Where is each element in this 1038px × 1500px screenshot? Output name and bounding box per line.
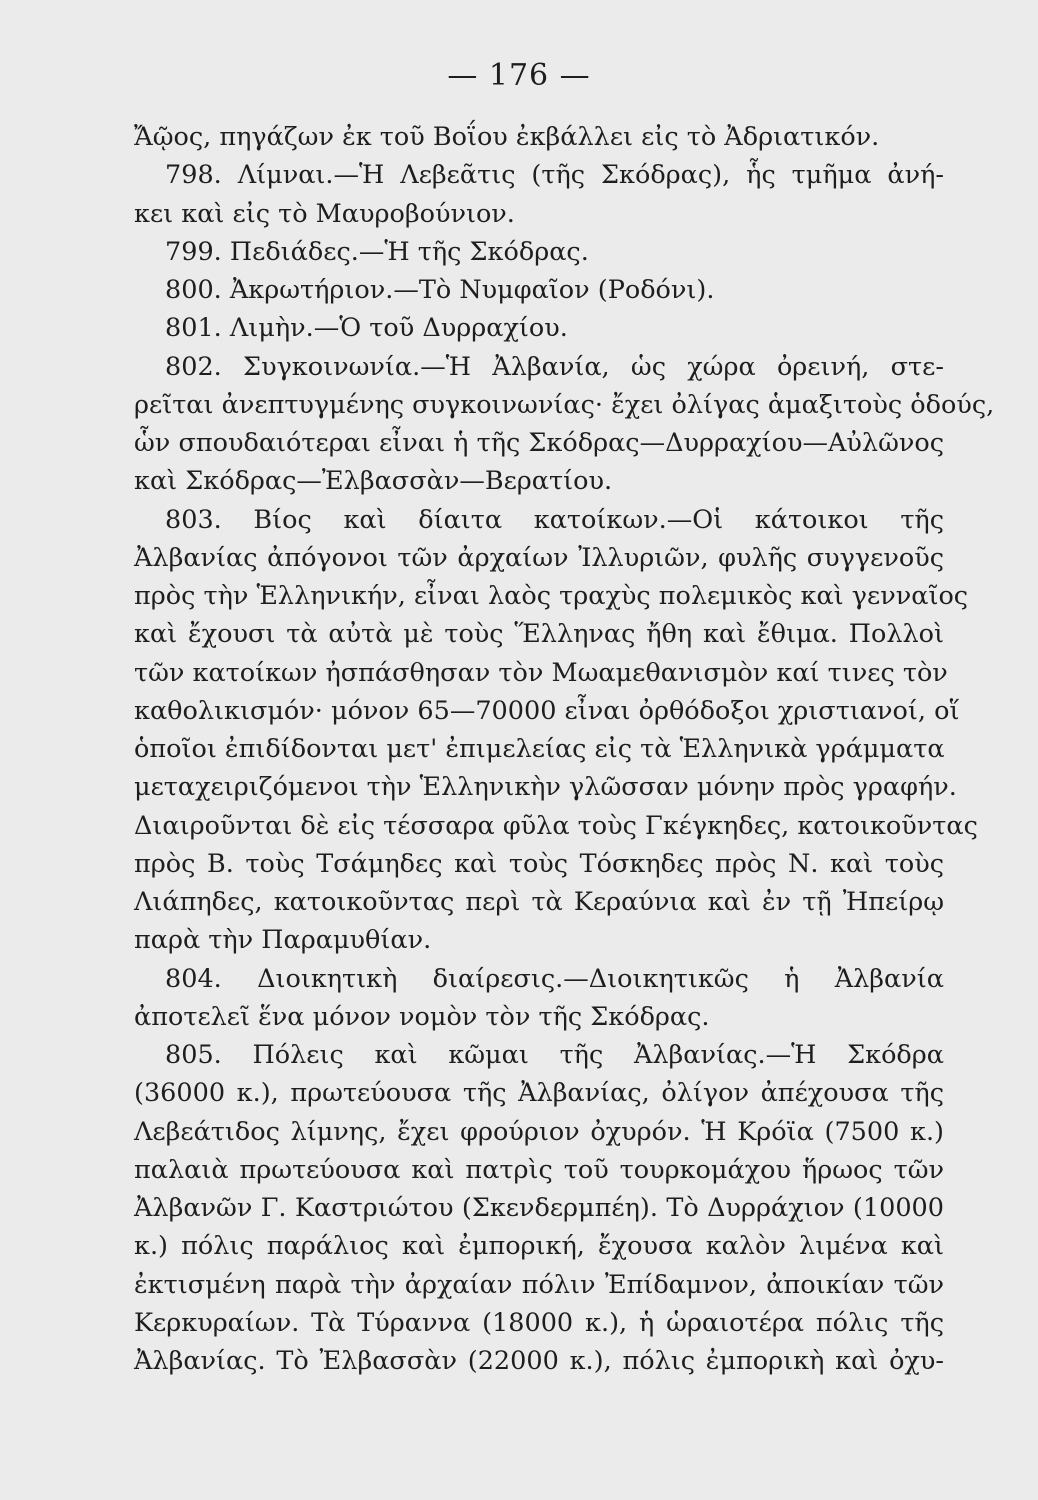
text-line: παλαιὰ πρωτεύουσα καὶ πατρὶς τοῦ τουρκομάχου ἥρωος τῶν [134,1154,944,1185]
text-line: Κερκυραίων. Τὰ Τύραννα (18000 κ.), ἡ ὡραιοτέρα πόλις τῆς [134,1307,944,1338]
text-line: ἐκτισμένη παρὰ τὴν ἀρχαίαν πόλιν Ἐπίδαμνον, ἀποικίαν τῶν [134,1269,944,1300]
text-line: πρὸς Β. τοὺς Τσάμηδες καὶ τοὺς Τόσκηδες πρὸς Ν. καὶ τοὺς [134,848,944,879]
text-line: πρὸς τὴν Ἑλληνικήν, εἶναι λαὸς τραχὺς πολεμικὸς καὶ γενναῖος [134,581,969,611]
text-line: 801. Λιμὴν.—Ὁ τοῦ Δυρραχίου. [165,313,568,344]
text-line: ρεῖται ἀνεπτυγμένης συγκοινωνίας· ἔχει ὀλίγας ἁμαξιτοὺς ὁδούς, [134,389,995,420]
text-line: Λεβεάτιδος λίμνης, ἔχει φρούριον ὀχυρόν. Ἡ Κρόϊα (7500 κ.) [134,1116,944,1147]
text-line: καὶ ἔχουσι τὰ αὐτὰ μὲ τοὺς Ἕλληνας ἤθη καὶ ἔθιμα. Πολλοὶ [134,619,944,650]
text-line: Διαιροῦνται δὲ εἰς τέσσαρα φῦλα τοὺς Γκέγκηδες, κατοικοῦντας [134,810,978,841]
page-number: — 176 — [447,58,591,93]
text-line: 799. Πεδιάδες.—Ἡ τῆς Σκόδρας. [165,236,589,267]
text-line: Ἀλβανίας. Τὸ Ἐλβασσὰν (22000 κ.), πόλις ἐμπορικὴ καὶ ὀχυ- [134,1346,944,1376]
text-line: καὶ Σκόδρας—Ἐλβασσὰν—Βερατίου. [134,466,613,497]
text-line: κ.) πόλις παράλιος καὶ ἐμπορική, ἔχουσα καλὸν λιμένα καὶ [134,1231,944,1262]
text-line: καθολικισμόν· μόνον 65—70000 εἶναι ὀρθόδοξοι χριστιανοί, οἵ [134,695,960,726]
text-line: Ἄῷος, πηγάζων ἐκ τοῦ Βοΐου ἐκβάλλει εἰς τὸ Ἀδριατικόν. [134,122,880,152]
text-line: 798. Λίμναι.—Ἡ Λεβεᾶτις (τῆς Σκόδρας), ἧς τμῆμα ἀνή- [165,160,944,191]
text-line: τῶν κατοίκων ἠσπάσθησαν τὸν Μωαμεθανισμὸν καί τινες τὸν [134,657,948,688]
text-line: κει καὶ εἰς τὸ Μαυροβούνιον. [134,198,515,229]
text-line: 805. Πόλεις καὶ κῶμαι τῆς Ἀλβανίας.—Ἡ Σκόδρα [165,1040,944,1070]
text-line: Ἀλβανῶν Γ. Καστριώτου (Σκενδερμπέη). Τὸ Δυρράχιον (10000 [134,1193,944,1223]
text-line: (36000 κ.), πρωτεύουσα τῆς Ἀλβανίας, ὀλίγον ἀπέχουσα τῆς [134,1078,944,1109]
text-line: 800. Ἀκρωτήριον.—Τὸ Νυμφαῖον (Ροδόνι). [165,275,715,305]
text-line: ὧν σπουδαιότεραι εἶναι ἡ τῆς Σκόδρας—Δυρραχίου—Αὐλῶνος [134,428,944,458]
text-line: Ἀλβανίας ἀπόγονοι τῶν ἀρχαίων Ἰλλυριῶν, φυλῆς συγγενοῦς [134,542,944,573]
text-line: ὁποῖοι ἐπιδίδονται μετ' ἐπιμελείας εἰς τὰ Ἑλληνικὰ γράμματα [134,734,945,764]
text-line: 802. Συγκοινωνία.—Ἡ Ἀλβανία, ὡς χώρα ὀρεινή, στε- [165,351,944,382]
text-line: 804. Διοικητικὴ διαίρεσις.—Διοικητικῶς ἡ Ἀλβανία [165,963,944,994]
text-line: παρὰ τὴν Παραμυθίαν. [134,925,432,956]
text-line: Λιάπηδες, κατοικοῦντας περὶ τὰ Κεραύνια καὶ ἐν τῇ Ἠπείρῳ [134,887,944,917]
text-line: 803. Βίος καὶ δίαιτα κατοίκων.—Οἱ κάτοικοι τῆς [165,504,944,535]
text-line: μεταχειριζόμενοι τὴν Ἑλληνικὴν γλῶσσαν μόνην πρὸς γραφήν. [134,772,957,803]
text-line: ἀποτελεῖ ἕνα μόνον νομὸν τὸν τῆς Σκόδρας. [134,1001,710,1032]
